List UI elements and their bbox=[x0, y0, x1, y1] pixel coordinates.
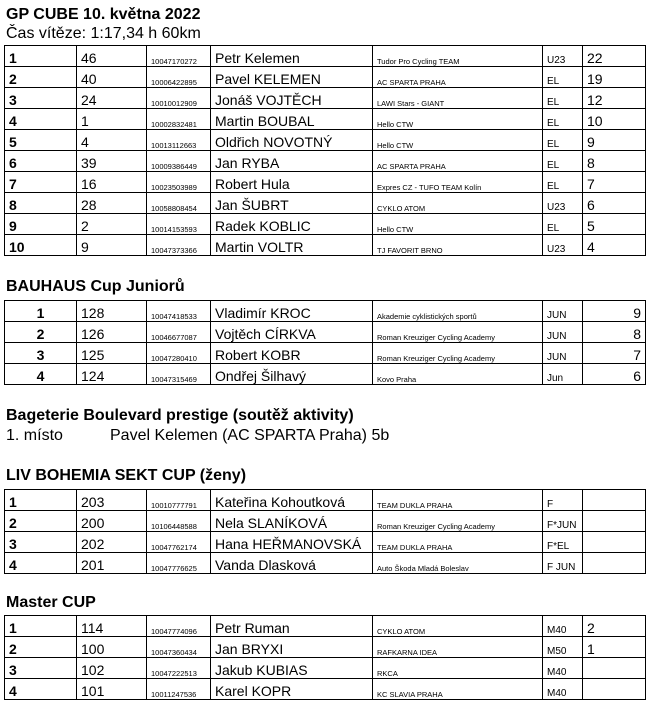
cell-num: 9 bbox=[77, 235, 147, 256]
gp-title: GP CUBE 10. května 2022 bbox=[6, 6, 201, 23]
cell-team: TJ FAVORIT BRNO bbox=[373, 235, 543, 256]
cell-uci: 10009386449 bbox=[147, 151, 211, 172]
cell-pts: 2 bbox=[583, 616, 646, 637]
cell-rank: 2 bbox=[5, 322, 77, 343]
cell-num: 201 bbox=[77, 553, 147, 574]
cell-rank: 8 bbox=[5, 193, 77, 214]
cell-name: Radek KOBLIC bbox=[211, 214, 373, 235]
cell-pts: 9 bbox=[583, 301, 646, 322]
cell-uci: 10010012909 bbox=[147, 88, 211, 109]
cell-cat: JUN bbox=[543, 343, 583, 364]
cell-pts: 8 bbox=[583, 151, 646, 172]
cell-uci: 10047222513 bbox=[147, 658, 211, 679]
cell-pts: 10 bbox=[583, 109, 646, 130]
cell-pts: 19 bbox=[583, 67, 646, 88]
cell-num: 100 bbox=[77, 637, 147, 658]
cell-uci: 10046677087 bbox=[147, 322, 211, 343]
cell-num: 124 bbox=[77, 364, 147, 385]
cell-team: Roman Kreuziger Cycling Academy bbox=[373, 322, 543, 343]
cell-uci: 10014153593 bbox=[147, 214, 211, 235]
cell-team: Kovo Praha bbox=[373, 364, 543, 385]
cell-pts bbox=[583, 532, 646, 553]
table-row bbox=[5, 532, 646, 553]
table-row bbox=[5, 109, 646, 130]
cell-cat: M40 bbox=[543, 658, 583, 679]
cell-num: 126 bbox=[77, 322, 147, 343]
bageterie-place: 1. místo bbox=[6, 427, 63, 444]
cell-cat: EL bbox=[543, 214, 583, 235]
cell-rank: 2 bbox=[5, 67, 77, 88]
table-row bbox=[5, 172, 646, 193]
cell-team: Roman Kreuziger Cycling Academy bbox=[373, 511, 543, 532]
cell-cat: EL bbox=[543, 151, 583, 172]
cell-pts: 12 bbox=[583, 88, 646, 109]
cell-rank: 1 bbox=[5, 490, 77, 511]
cell-team: TEAM DUKLA PRAHA bbox=[373, 490, 543, 511]
cell-pts: 9 bbox=[583, 130, 646, 151]
cell-name: Vanda Dlasková bbox=[211, 553, 373, 574]
cell-uci: 10047315469 bbox=[147, 364, 211, 385]
cell-num: 203 bbox=[77, 490, 147, 511]
cell-rank: 2 bbox=[5, 511, 77, 532]
cell-name: Robert Hula bbox=[211, 172, 373, 193]
cell-rank: 4 bbox=[5, 679, 77, 700]
cell-cat: EL bbox=[543, 67, 583, 88]
bauhaus-title: BAUHAUS Cup Juniorů bbox=[6, 278, 185, 295]
cell-uci: 10047776625 bbox=[147, 553, 211, 574]
cell-name: Vojtěch CÍRKVA bbox=[211, 322, 373, 343]
cell-num: 125 bbox=[77, 343, 147, 364]
cell-num: 46 bbox=[77, 46, 147, 67]
table-row bbox=[5, 214, 646, 235]
cell-cat: M40 bbox=[543, 616, 583, 637]
table-row bbox=[5, 553, 646, 574]
cell-cat: U23 bbox=[543, 193, 583, 214]
table-row bbox=[5, 637, 646, 658]
cell-team: Tudor Pro Cycling TEAM bbox=[373, 46, 543, 67]
cell-rank: 9 bbox=[5, 214, 77, 235]
table-row bbox=[5, 151, 646, 172]
cell-uci: 10002832481 bbox=[147, 109, 211, 130]
cell-cat: EL bbox=[543, 172, 583, 193]
cell-uci: 10047373366 bbox=[147, 235, 211, 256]
cell-rank: 4 bbox=[5, 364, 77, 385]
cell-pts: 7 bbox=[583, 172, 646, 193]
cell-name: Pavel KELEMEN bbox=[211, 67, 373, 88]
cell-name: Jan BRYXI bbox=[211, 637, 373, 658]
cell-name: Martin VOLTR bbox=[211, 235, 373, 256]
cell-pts bbox=[583, 511, 646, 532]
table-row bbox=[5, 130, 646, 151]
cell-team: CYKLO ATOM bbox=[373, 616, 543, 637]
cell-cat: U23 bbox=[543, 46, 583, 67]
cell-uci: 10023503989 bbox=[147, 172, 211, 193]
cell-num: 24 bbox=[77, 88, 147, 109]
cell-num: 102 bbox=[77, 658, 147, 679]
cell-team: RKCA bbox=[373, 658, 543, 679]
table-row bbox=[5, 490, 646, 511]
cell-rank: 1 bbox=[5, 46, 77, 67]
cell-name: Martin BOUBAL bbox=[211, 109, 373, 130]
cell-name: Oldřich NOVOTNÝ bbox=[211, 130, 373, 151]
table-row bbox=[5, 46, 646, 67]
cell-num: 40 bbox=[77, 67, 147, 88]
cell-uci: 10047170272 bbox=[147, 46, 211, 67]
cell-pts: 7 bbox=[583, 343, 646, 364]
cell-cat: M50 bbox=[543, 637, 583, 658]
cell-uci: 10047280410 bbox=[147, 343, 211, 364]
cell-rank: 3 bbox=[5, 88, 77, 109]
cell-team: Roman Kreuziger Cycling Academy bbox=[373, 343, 543, 364]
cell-rank: 1 bbox=[5, 301, 77, 322]
cell-name: Ondřej Šilhavý bbox=[211, 364, 373, 385]
cell-pts bbox=[583, 679, 646, 700]
cell-rank: 10 bbox=[5, 235, 77, 256]
table-row bbox=[5, 193, 646, 214]
table-row bbox=[5, 67, 646, 88]
cell-num: 1 bbox=[77, 109, 147, 130]
table-row bbox=[5, 616, 646, 637]
cell-cat: JUN bbox=[543, 322, 583, 343]
cell-pts bbox=[583, 553, 646, 574]
bauhaus-results-table bbox=[4, 300, 646, 385]
cell-name: Petr Ruman bbox=[211, 616, 373, 637]
cell-name: Jonáš VOJTĚCH bbox=[211, 88, 373, 109]
cell-num: 114 bbox=[77, 616, 147, 637]
cell-name: Kateřina Kohoutková bbox=[211, 490, 373, 511]
cell-rank: 4 bbox=[5, 553, 77, 574]
cell-uci: 10010777791 bbox=[147, 490, 211, 511]
cell-num: 2 bbox=[77, 214, 147, 235]
cell-cat: U23 bbox=[543, 235, 583, 256]
master-title: Master CUP bbox=[6, 594, 96, 611]
table-row bbox=[5, 343, 646, 364]
cell-uci: 10011247536 bbox=[147, 679, 211, 700]
cell-name: Nela SLANÍKOVÁ bbox=[211, 511, 373, 532]
cell-uci: 10013112663 bbox=[147, 130, 211, 151]
cell-cat: EL bbox=[543, 130, 583, 151]
cell-uci: 10106448588 bbox=[147, 511, 211, 532]
cell-pts: 1 bbox=[583, 637, 646, 658]
cell-pts: 22 bbox=[583, 46, 646, 67]
liv-results-table bbox=[4, 489, 646, 574]
cell-team: Auto Škoda Mladá Boleslav bbox=[373, 553, 543, 574]
cell-pts: 6 bbox=[583, 364, 646, 385]
bageterie-winner: Pavel Kelemen (AC SPARTA Praha) 5b bbox=[110, 427, 390, 444]
cell-uci: 10047774096 bbox=[147, 616, 211, 637]
cell-cat: Jun bbox=[543, 364, 583, 385]
gp-winner-time: Čas vítěze: 1:17,34 h 60km bbox=[6, 25, 201, 42]
cell-team: TEAM DUKLA PRAHA bbox=[373, 532, 543, 553]
cell-cat: F JUN bbox=[543, 553, 583, 574]
table-row bbox=[5, 235, 646, 256]
cell-num: 4 bbox=[77, 130, 147, 151]
cell-team: LAWI Stars - GIANT bbox=[373, 88, 543, 109]
cell-pts: 8 bbox=[583, 322, 646, 343]
gp-results-table bbox=[4, 45, 646, 256]
cell-pts: 4 bbox=[583, 235, 646, 256]
table-row bbox=[5, 511, 646, 532]
cell-team: Hello CTW bbox=[373, 130, 543, 151]
cell-rank: 5 bbox=[5, 130, 77, 151]
cell-cat: EL bbox=[543, 88, 583, 109]
cell-team: AC SPARTA PRAHA bbox=[373, 67, 543, 88]
cell-team: Hello CTW bbox=[373, 214, 543, 235]
table-row bbox=[5, 301, 646, 322]
cell-cat: F bbox=[543, 490, 583, 511]
cell-num: 28 bbox=[77, 193, 147, 214]
cell-num: 101 bbox=[77, 679, 147, 700]
cell-rank: 6 bbox=[5, 151, 77, 172]
cell-uci: 10047360434 bbox=[147, 637, 211, 658]
cell-pts: 5 bbox=[583, 214, 646, 235]
cell-cat: F*EL bbox=[543, 532, 583, 553]
cell-num: 128 bbox=[77, 301, 147, 322]
cell-name: Petr Kelemen bbox=[211, 46, 373, 67]
table-row bbox=[5, 364, 646, 385]
cell-team: Akademie cyklistických sportů bbox=[373, 301, 543, 322]
cell-cat: JUN bbox=[543, 301, 583, 322]
cell-name: Jan RYBA bbox=[211, 151, 373, 172]
cell-num: 16 bbox=[77, 172, 147, 193]
cell-cat: F*JUN bbox=[543, 511, 583, 532]
cell-name: Hana HEŘMANOVSKÁ bbox=[211, 532, 373, 553]
cell-team: CYKLO ATOM bbox=[373, 193, 543, 214]
cell-rank: 1 bbox=[5, 616, 77, 637]
cell-uci: 10006422895 bbox=[147, 67, 211, 88]
table-row bbox=[5, 88, 646, 109]
table-row bbox=[5, 658, 646, 679]
cell-name: Robert KOBR bbox=[211, 343, 373, 364]
cell-name: Jan ŠUBRT bbox=[211, 193, 373, 214]
cell-name: Jakub KUBIAS bbox=[211, 658, 373, 679]
cell-team: AC SPARTA PRAHA bbox=[373, 151, 543, 172]
table-row bbox=[5, 679, 646, 700]
cell-num: 200 bbox=[77, 511, 147, 532]
cell-rank: 4 bbox=[5, 109, 77, 130]
cell-pts: 6 bbox=[583, 193, 646, 214]
cell-num: 202 bbox=[77, 532, 147, 553]
cell-cat: EL bbox=[543, 109, 583, 130]
cell-rank: 3 bbox=[5, 343, 77, 364]
cell-name: Vladimír KROC bbox=[211, 301, 373, 322]
cell-pts bbox=[583, 490, 646, 511]
cell-rank: 3 bbox=[5, 532, 77, 553]
cell-rank: 7 bbox=[5, 172, 77, 193]
cell-cat: M40 bbox=[543, 679, 583, 700]
cell-uci: 10047762174 bbox=[147, 532, 211, 553]
cell-team: KC SLAVIA PRAHA bbox=[373, 679, 543, 700]
cell-team: Hello CTW bbox=[373, 109, 543, 130]
cell-rank: 2 bbox=[5, 637, 77, 658]
cell-pts bbox=[583, 658, 646, 679]
table-row bbox=[5, 322, 646, 343]
cell-team: Expres CZ - TUFO TEAM Kolín bbox=[373, 172, 543, 193]
cell-name: Karel KOPR bbox=[211, 679, 373, 700]
master-results-table bbox=[4, 615, 646, 700]
cell-num: 39 bbox=[77, 151, 147, 172]
liv-title: LIV BOHEMIA SEKT CUP (ženy) bbox=[6, 467, 247, 484]
cell-uci: 10047418533 bbox=[147, 301, 211, 322]
cell-uci: 10058808454 bbox=[147, 193, 211, 214]
cell-rank: 3 bbox=[5, 658, 77, 679]
cell-team: RAFKARNA IDEA bbox=[373, 637, 543, 658]
bageterie-title: Bageterie Boulevard prestige (soutěž aktivity) bbox=[6, 407, 354, 424]
